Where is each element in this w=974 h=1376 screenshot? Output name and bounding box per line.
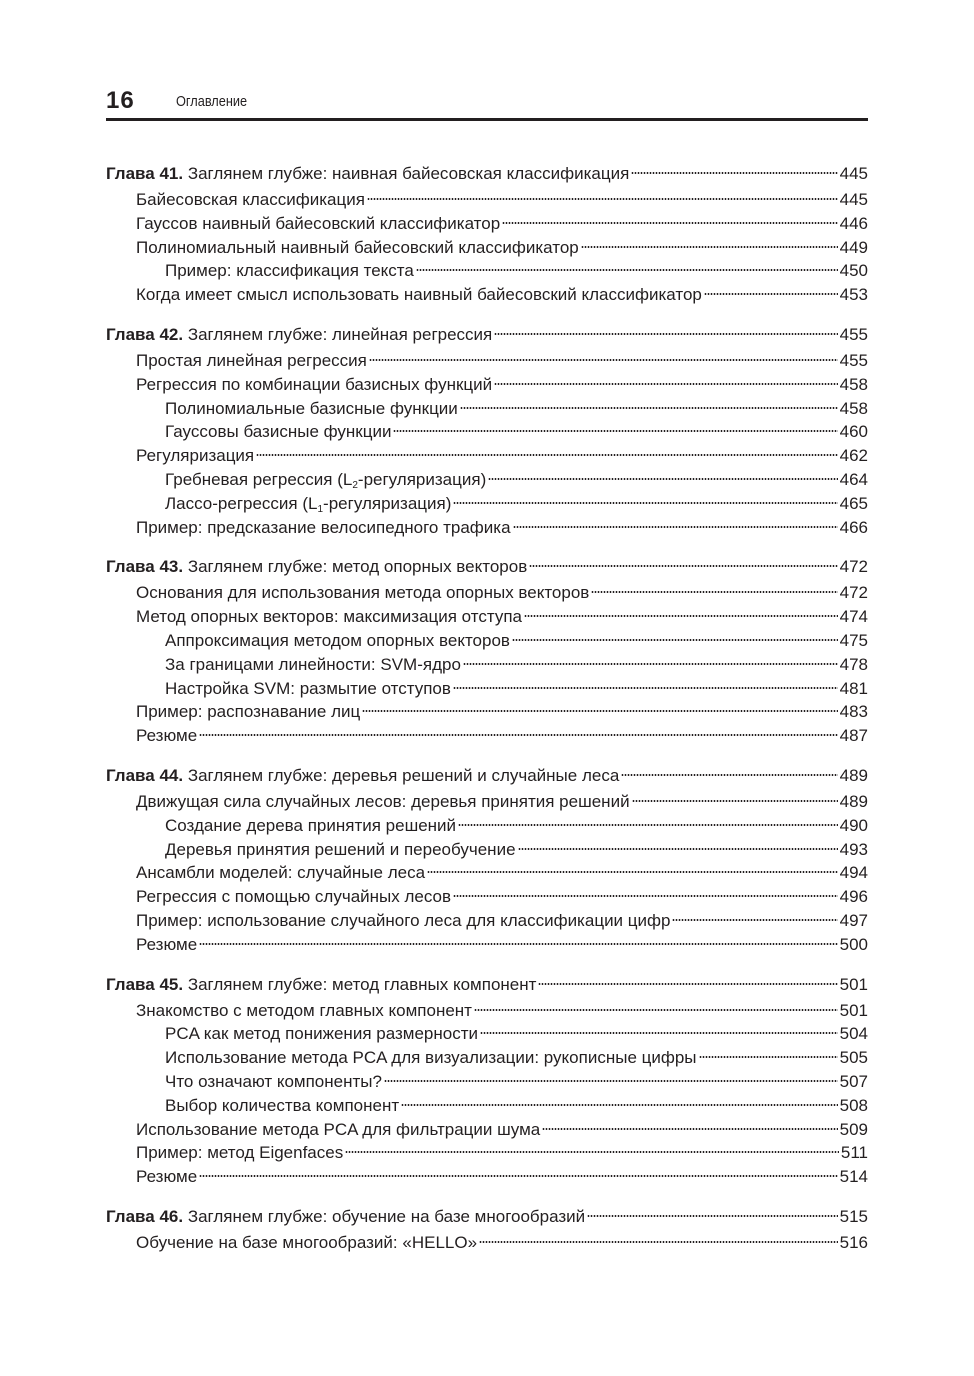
entry-title-text bbox=[136, 444, 254, 468]
entry-title-text bbox=[136, 933, 197, 957]
dot-leader bbox=[345, 1150, 839, 1154]
toc-section-entry[interactable] bbox=[106, 1231, 868, 1255]
dot-leader bbox=[199, 733, 837, 737]
dot-leader bbox=[463, 662, 838, 666]
entry-page-number: 465 bbox=[839, 493, 868, 513]
running-title: Оглавление bbox=[176, 93, 248, 110]
entry-title-text bbox=[136, 724, 197, 748]
chapter-label: Глава 43. bbox=[106, 557, 184, 577]
toc-subsection-entry[interactable] bbox=[106, 1022, 868, 1046]
page-number: 16 bbox=[106, 87, 135, 114]
entry-title: Простая линейная регрессия bbox=[136, 350, 367, 370]
dot-leader bbox=[704, 292, 838, 296]
entry-title-text bbox=[136, 790, 630, 814]
entry-page-number: 455 bbox=[839, 350, 868, 370]
toc-chapter bbox=[106, 321, 868, 539]
entry-title-text bbox=[165, 259, 414, 283]
toc-section-entry[interactable] bbox=[106, 790, 868, 814]
entry-title: Пример: использование случайного леса для классификации цифр bbox=[136, 910, 671, 930]
entry-page-number: 494 bbox=[839, 863, 868, 883]
entry-page-number: 501 bbox=[839, 1000, 868, 1020]
toc-chapter-entry[interactable] bbox=[106, 321, 868, 349]
toc-subsection-entry[interactable] bbox=[106, 677, 868, 701]
chapter-title: Заглянем глубже: деревья решений и случайные леса bbox=[187, 765, 620, 785]
entry-title: За границами линейности: SVM-ядро bbox=[165, 654, 461, 674]
entry-page-number: 505 bbox=[839, 1048, 868, 1068]
entry-title: Ансамбли моделей: случайные леса bbox=[136, 863, 426, 883]
entry-title: Аппроксимация методом опорных векторов bbox=[165, 630, 510, 650]
dot-leader bbox=[502, 221, 837, 225]
chapter-page-number: 472 bbox=[839, 557, 868, 577]
dot-leader bbox=[631, 171, 837, 175]
dot-leader bbox=[362, 709, 837, 713]
dot-leader bbox=[367, 197, 838, 201]
toc-subsection-entry[interactable] bbox=[106, 259, 868, 283]
entry-title-text bbox=[136, 516, 511, 540]
entry-title-text bbox=[165, 1022, 478, 1046]
dot-leader bbox=[480, 1031, 838, 1035]
entry-title: Использование метода PCA для визуализации: рукописные цифры bbox=[165, 1048, 697, 1068]
chapter-label: Глава 41. bbox=[106, 164, 184, 183]
entry-page-number: 516 bbox=[839, 1232, 868, 1252]
entry-title: Когда имеет смысл использовать наивный байесовский классификатор bbox=[136, 285, 702, 305]
dot-leader bbox=[393, 429, 837, 433]
entry-page-number: 462 bbox=[839, 446, 868, 466]
dot-leader bbox=[384, 1079, 838, 1083]
chapter-page-number: 501 bbox=[839, 974, 868, 994]
toc-section-entry[interactable] bbox=[106, 1118, 868, 1142]
entry-page-number: 449 bbox=[839, 237, 868, 257]
entry-title: Основания для использования метода опорных векторов bbox=[136, 583, 590, 603]
toc-section-entry[interactable] bbox=[106, 933, 868, 957]
toc-subsection-entry[interactable] bbox=[106, 838, 868, 862]
entry-page-number: 464 bbox=[839, 469, 868, 489]
entry-title: Обучение на базе многообразий: «HELLO» bbox=[136, 1232, 478, 1252]
entry-title-text bbox=[165, 814, 456, 838]
entry-page-number: 474 bbox=[839, 607, 868, 627]
entry-page-number: 475 bbox=[839, 630, 868, 650]
entry-title-text bbox=[136, 700, 360, 724]
entry-title-text bbox=[136, 1141, 343, 1165]
entry-title-text bbox=[165, 420, 391, 444]
dot-leader bbox=[488, 477, 837, 481]
dot-leader bbox=[460, 406, 838, 410]
entry-title-text bbox=[165, 1070, 382, 1094]
entry-title: Пример: распознавание лиц bbox=[136, 702, 361, 722]
entry-title: Резюме bbox=[136, 726, 198, 746]
dot-leader bbox=[513, 525, 838, 529]
entry-page-number: 509 bbox=[839, 1119, 868, 1139]
entry-title: Резюме bbox=[136, 1167, 198, 1187]
entry-page-number: 487 bbox=[839, 726, 868, 746]
entry-title: Регуляризация bbox=[136, 446, 255, 466]
entry-title: Знакомство с методом главных компонент bbox=[136, 1000, 472, 1020]
entry-title-text bbox=[136, 373, 492, 397]
entry-title: Метод опорных векторов: максимизация отступа bbox=[136, 607, 522, 627]
entry-title-text bbox=[136, 1231, 477, 1255]
entry-title: Выбор количества компонент bbox=[165, 1095, 400, 1115]
entry-page-number: 489 bbox=[839, 791, 868, 811]
dot-leader bbox=[587, 1214, 837, 1218]
toc-subsection-entry[interactable] bbox=[106, 492, 868, 516]
table-of-contents bbox=[106, 160, 868, 1269]
entry-title-text bbox=[136, 605, 522, 629]
entry-title: Регрессия по комбинации базисных функций bbox=[136, 374, 493, 394]
toc-chapter bbox=[106, 971, 868, 1189]
dot-leader bbox=[591, 590, 837, 594]
entry-page-number: 507 bbox=[839, 1071, 868, 1091]
chapter-title: Заглянем глубже: метод опорных векторов bbox=[187, 557, 528, 577]
entry-page-number: 445 bbox=[839, 190, 868, 209]
chapter-label: Глава 42. bbox=[106, 324, 184, 344]
chapter-label: Глава 46. bbox=[106, 1206, 184, 1226]
toc-chapter-entry[interactable] bbox=[106, 1203, 868, 1231]
toc-section-entry[interactable] bbox=[106, 885, 868, 909]
entry-title: Резюме bbox=[136, 934, 198, 954]
entry-title: Гауссов наивный байесовский классификатор bbox=[136, 213, 501, 233]
entry-title: Гребневая регрессия (L bbox=[165, 469, 353, 489]
toc-section-entry[interactable] bbox=[106, 724, 868, 748]
entry-page-number: 500 bbox=[839, 934, 868, 954]
toc-section-entry[interactable] bbox=[106, 188, 868, 212]
entry-title-text bbox=[136, 1165, 197, 1189]
toc-chapter bbox=[106, 553, 868, 748]
dot-leader bbox=[512, 638, 838, 642]
entry-page-number: 496 bbox=[839, 887, 868, 907]
entry-page-number: 450 bbox=[839, 261, 868, 281]
dot-leader bbox=[256, 453, 837, 457]
entry-title: Лассо-регрессия (L bbox=[165, 493, 318, 513]
entry-page-number: 446 bbox=[839, 213, 868, 233]
entry-title-text bbox=[165, 492, 451, 516]
entry-title-text bbox=[136, 885, 451, 909]
dot-leader bbox=[453, 894, 838, 898]
entry-page-number: 458 bbox=[839, 398, 868, 418]
toc-subsection-entry[interactable] bbox=[106, 653, 868, 677]
entry-page-number: 458 bbox=[839, 374, 868, 394]
entry-title-text bbox=[165, 397, 458, 421]
chapter-page-number: 515 bbox=[839, 1206, 868, 1226]
entry-title: Гауссовы базисные функции bbox=[165, 422, 392, 442]
entry-page-number: 508 bbox=[839, 1095, 868, 1115]
entry-page-number: 483 bbox=[839, 702, 868, 722]
dot-leader bbox=[632, 799, 838, 803]
entry-title-text bbox=[165, 1046, 697, 1070]
toc-subsection-entry[interactable] bbox=[106, 420, 868, 444]
toc-chapter bbox=[106, 160, 868, 307]
dot-leader bbox=[199, 942, 837, 946]
entry-page-number: 511 bbox=[840, 1143, 868, 1163]
chapter-title-text bbox=[106, 1203, 585, 1231]
entry-title: Байесовская классификация bbox=[136, 190, 365, 209]
entry-title-text bbox=[136, 212, 500, 236]
dot-leader bbox=[458, 823, 838, 827]
chapter-title: Заглянем глубже: метод главных компонент bbox=[187, 974, 537, 994]
dot-leader bbox=[369, 358, 838, 362]
entry-subscript: 2 bbox=[352, 479, 358, 491]
entry-title: Пример: предсказание велосипедного трафика bbox=[136, 517, 511, 537]
entry-title-text bbox=[136, 581, 589, 605]
toc-subsection-entry[interactable] bbox=[106, 814, 868, 838]
entry-title-text bbox=[136, 1118, 540, 1142]
entry-title-text bbox=[165, 677, 451, 701]
entry-page-number: 466 bbox=[839, 517, 868, 537]
toc-section-entry[interactable] bbox=[106, 283, 868, 307]
entry-title: Использование метода PCA для фильтрации шума bbox=[136, 1119, 541, 1139]
entry-title: Регрессия с помощью случайных лесов bbox=[136, 887, 452, 907]
entry-title-text bbox=[165, 1094, 399, 1118]
dot-leader bbox=[453, 501, 837, 505]
toc-section-entry[interactable] bbox=[106, 999, 868, 1023]
entry-page-number: 493 bbox=[839, 839, 868, 859]
entry-page-number: 453 bbox=[839, 285, 868, 305]
chapter-page-number: 455 bbox=[839, 324, 868, 344]
entry-title: Полиномиальный наивный байесовский классификатор bbox=[136, 237, 579, 257]
entry-title-text bbox=[165, 468, 486, 492]
entry-title: Пример: классификация текста bbox=[165, 261, 414, 281]
toc-section-entry[interactable] bbox=[106, 444, 868, 468]
chapter-title-text bbox=[106, 971, 536, 999]
dot-leader bbox=[479, 1240, 838, 1244]
page-header bbox=[106, 86, 868, 121]
entry-title: PCA как метод понижения размерности bbox=[165, 1024, 478, 1044]
entry-title: Полиномиальные базисные функции bbox=[165, 398, 458, 418]
toc-subsection-entry[interactable] bbox=[106, 1046, 868, 1070]
entry-page-number: 478 bbox=[839, 654, 868, 674]
dot-leader bbox=[453, 686, 838, 690]
chapter-title-text bbox=[106, 160, 629, 188]
dot-leader bbox=[581, 245, 838, 249]
dot-leader bbox=[494, 382, 837, 386]
toc-section-entry[interactable] bbox=[106, 1141, 868, 1165]
dot-leader bbox=[524, 614, 838, 618]
chapter-title-text bbox=[106, 321, 492, 349]
dot-leader bbox=[518, 847, 838, 851]
chapter-page-number: 489 bbox=[839, 765, 868, 785]
dot-leader bbox=[494, 332, 837, 336]
entry-page-number: 504 bbox=[839, 1024, 868, 1044]
dot-leader bbox=[699, 1055, 838, 1059]
dot-leader bbox=[538, 982, 837, 986]
entry-page-number: 490 bbox=[839, 815, 868, 835]
entry-title-text bbox=[136, 236, 579, 260]
toc-section-entry[interactable] bbox=[106, 1165, 868, 1189]
entry-title-text bbox=[136, 349, 367, 373]
entry-title-text bbox=[136, 909, 670, 933]
entry-title-cont: -регуляризация) bbox=[357, 469, 487, 489]
entry-title-text bbox=[136, 188, 365, 212]
entry-page-number: 481 bbox=[839, 678, 868, 698]
entry-subscript: 1 bbox=[317, 503, 324, 515]
entry-page-number: 472 bbox=[839, 583, 868, 603]
dot-leader bbox=[621, 773, 837, 777]
chapter-label: Глава 45. bbox=[106, 974, 184, 994]
entry-title-text bbox=[136, 999, 472, 1023]
toc-section-entry[interactable] bbox=[106, 373, 868, 397]
toc-section-entry[interactable] bbox=[106, 236, 868, 260]
entry-page-number: 497 bbox=[839, 910, 868, 930]
toc-section-entry[interactable] bbox=[106, 581, 868, 605]
dot-leader bbox=[474, 1008, 838, 1012]
toc-chapter bbox=[106, 762, 868, 957]
toc-chapter-entry[interactable] bbox=[106, 553, 868, 581]
toc-section-entry[interactable] bbox=[106, 700, 868, 724]
dot-leader bbox=[672, 918, 837, 922]
toc-chapter-entry[interactable] bbox=[106, 160, 868, 188]
toc-section-entry[interactable] bbox=[106, 909, 868, 933]
chapter-title: Заглянем глубже: линейная регрессия bbox=[187, 324, 493, 344]
toc-subsection-entry[interactable] bbox=[106, 1070, 868, 1094]
toc-subsection-entry[interactable] bbox=[106, 468, 868, 492]
toc-section-entry[interactable] bbox=[106, 861, 868, 885]
dot-leader bbox=[416, 268, 838, 272]
toc-subsection-entry[interactable] bbox=[106, 629, 868, 653]
entry-page-number: 460 bbox=[839, 422, 868, 442]
chapter-title-text bbox=[106, 762, 619, 790]
chapter-title-text bbox=[106, 553, 527, 581]
entry-title-cont: -регуляризация) bbox=[323, 493, 452, 513]
entry-title-text bbox=[165, 653, 461, 677]
toc-chapter-entry[interactable] bbox=[106, 971, 868, 999]
toc-chapter bbox=[106, 1203, 868, 1255]
chapter-label: Глава 44. bbox=[106, 765, 184, 785]
toc-section-entry[interactable] bbox=[106, 605, 868, 629]
entry-title: Создание дерева принятия решений bbox=[165, 815, 457, 835]
chapter-page-number: 445 bbox=[839, 164, 868, 183]
toc-subsection-entry[interactable] bbox=[106, 1094, 868, 1118]
chapter-title: Заглянем глубже: наивная байесовская классификация bbox=[187, 164, 630, 183]
chapter-title: Заглянем глубже: обучение на базе многообразий bbox=[187, 1206, 586, 1226]
toc-section-entry[interactable] bbox=[106, 212, 868, 236]
dot-leader bbox=[199, 1174, 837, 1178]
entry-title: Движущая сила случайных лесов: деревья принятия решений bbox=[136, 791, 630, 811]
toc-chapter-entry[interactable] bbox=[106, 762, 868, 790]
dot-leader bbox=[529, 564, 837, 568]
entry-page-number: 514 bbox=[839, 1167, 868, 1187]
entry-title-text bbox=[136, 283, 702, 307]
entry-title: Деревья принятия решений и переобучение bbox=[165, 839, 516, 859]
toc-section-entry[interactable] bbox=[106, 516, 868, 540]
entry-title-text bbox=[165, 838, 516, 862]
toc-section-entry[interactable] bbox=[106, 349, 868, 373]
dot-leader bbox=[542, 1127, 837, 1131]
entry-title: Что означают компоненты? bbox=[165, 1071, 382, 1091]
entry-title: Пример: метод Eigenfaces bbox=[136, 1143, 344, 1163]
entry-title-text bbox=[165, 629, 510, 653]
dot-leader bbox=[427, 870, 838, 874]
dot-leader bbox=[401, 1103, 838, 1107]
entry-title-text bbox=[136, 861, 425, 885]
entry-title: Настройка SVM: размытие отступов bbox=[165, 678, 451, 698]
toc-subsection-entry[interactable] bbox=[106, 397, 868, 421]
